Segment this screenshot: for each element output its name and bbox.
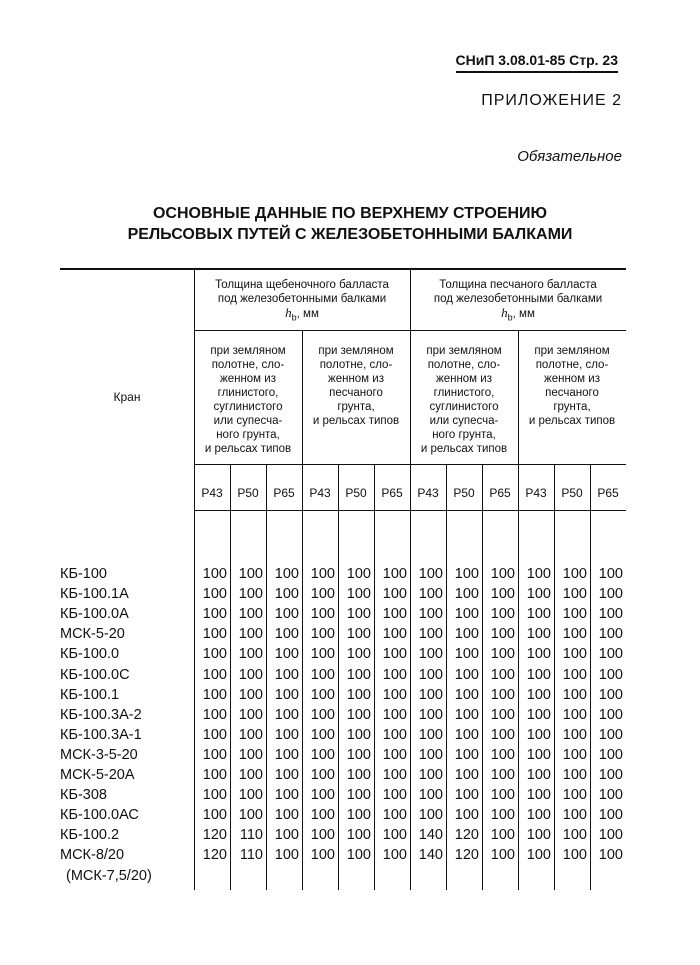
group1-line2: под железобетонными балками: [217, 293, 387, 305]
ballast-value-cell: 100: [490, 847, 515, 864]
ballast-value-cell: 100: [598, 726, 623, 743]
ballast-value-cell: 100: [598, 767, 623, 783]
subheader-line: и рельсах типов: [204, 443, 292, 455]
rail-type-label: Р50: [345, 486, 367, 500]
ballast-value-cell: 100: [454, 726, 479, 743]
ballast-value-cell: 100: [346, 827, 371, 844]
ballast-value-cell: 100: [274, 606, 299, 623]
crane-name: КБ-100.3А-2: [60, 706, 142, 723]
ballast-value-cell: 100: [310, 646, 335, 663]
ballast-value-cell: 100: [310, 666, 335, 683]
ballast-value-cell: 100: [382, 746, 407, 763]
ballast-value-cell: 100: [274, 686, 299, 703]
rail-type-label: Р65: [273, 486, 295, 500]
ballast-value-cell: 100: [598, 787, 623, 804]
ballast-value-cell: 100: [202, 606, 227, 623]
ballast-value-cell: 100: [310, 807, 335, 824]
ballast-value-cell: 100: [238, 606, 263, 623]
ballast-value-cell: 100: [310, 706, 335, 723]
ballast-value-cell: 100: [490, 606, 515, 623]
ballast-value-cell: 100: [202, 686, 227, 703]
subheader-clay-sand: [410, 344, 518, 456]
group-header-sand: [410, 278, 626, 324]
ballast-value-cell: 100: [490, 807, 515, 824]
ballast-value-cell: 100: [526, 827, 551, 844]
ballast-value-cell: 100: [562, 746, 587, 763]
ballast-value-cell: 100: [274, 807, 299, 824]
ballast-value-cell: 100: [418, 726, 443, 743]
ballast-table: [60, 268, 626, 890]
ballast-value-cell: 100: [238, 807, 263, 824]
ballast-value-cell: 100: [202, 626, 227, 643]
ballast-value-cell: 100: [490, 706, 515, 723]
ballast-value-cell: 100: [382, 646, 407, 663]
ballast-value-cell: 100: [238, 586, 263, 603]
ballast-value-cell: 100: [310, 746, 335, 763]
ballast-value-cell: 100: [418, 626, 443, 643]
ballast-value-cell: 100: [346, 646, 371, 663]
ballast-value-cell: 100: [310, 566, 335, 582]
ballast-value-cell: 100: [598, 606, 623, 623]
ballast-value-cell: 100: [382, 706, 407, 723]
ballast-value-cell: 100: [274, 827, 299, 844]
ballast-value-cell: 100: [202, 807, 227, 824]
crane-name: КБ-100.2: [60, 827, 120, 844]
ballast-value-cell: 100: [418, 646, 443, 663]
crane-name: МСК-8/20: [60, 847, 125, 864]
ballast-value-cell: 100: [454, 626, 479, 643]
ballast-value-cell: 140: [418, 827, 443, 844]
ballast-value-cell: 100: [454, 706, 479, 723]
rail-type-label: Р65: [381, 486, 403, 500]
group2-symbol: h: [501, 305, 508, 320]
ballast-value-cell: 140: [418, 847, 443, 864]
crane-name: МСК-5-20А: [60, 767, 135, 783]
ballast-value-cell: 100: [310, 847, 335, 864]
ballast-value-cell: 100: [598, 626, 623, 643]
ballast-value-cell: 100: [274, 666, 299, 683]
subheader-line: песчаного: [329, 387, 383, 399]
rail-type-label: Р50: [561, 486, 583, 500]
title-line-2: РЕЛЬСОВЫХ ПУТЕЙ С ЖЕЛЕЗОБЕТОННЫМИ БАЛКАМИ: [127, 226, 573, 243]
group1-line1: Толщина щебеночного балласта: [215, 279, 389, 291]
group-header-crushed-stone: [194, 278, 410, 324]
ballast-value-cell: 100: [310, 586, 335, 603]
ballast-value-cell: 100: [310, 606, 335, 623]
rail-type-label: Р50: [237, 486, 259, 500]
ballast-value-cell: 100: [418, 746, 443, 763]
group2-unit: [410, 306, 626, 324]
ballast-value-cell: 120: [454, 827, 479, 844]
ballast-value-cell: 100: [490, 767, 515, 783]
ballast-value-cell: 100: [562, 827, 587, 844]
ballast-value-cell: 100: [598, 686, 623, 703]
ballast-value-cell: 100: [526, 686, 551, 703]
ballast-value-cell: 100: [346, 586, 371, 603]
ballast-value-cell: 100: [274, 787, 299, 804]
ballast-value-cell: 100: [202, 566, 227, 582]
ballast-value-cell: 100: [562, 807, 587, 824]
ballast-value-cell: 100: [526, 847, 551, 864]
ballast-value-cell: 100: [346, 807, 371, 824]
subheader-line: суглинистого: [213, 401, 283, 413]
ballast-value-cell: 100: [274, 847, 299, 864]
group1-unit-text: , мм: [296, 308, 319, 320]
ballast-value-cell: 100: [598, 827, 623, 844]
ballast-value-cell: 100: [346, 666, 371, 683]
ballast-value-cell: 100: [418, 767, 443, 783]
crane-name: МСК-3-5-20: [60, 746, 138, 763]
ballast-value-cell: 120: [454, 847, 479, 864]
ballast-value-cell: 100: [598, 746, 623, 763]
ballast-value-cell: 100: [598, 586, 623, 603]
ballast-value-cell: 100: [382, 566, 407, 582]
ballast-value-cell: 100: [526, 646, 551, 663]
ballast-value-cell: 100: [526, 807, 551, 824]
ballast-value-cell: 100: [562, 686, 587, 703]
ballast-value-cell: 100: [418, 606, 443, 623]
subheader-sand-sand: [518, 344, 626, 428]
ballast-value-cell: 100: [310, 626, 335, 643]
group2-line1: Толщина песчаного балласта: [439, 279, 597, 291]
ballast-value-cell: 100: [418, 666, 443, 683]
ballast-value-cell: 100: [562, 706, 587, 723]
ballast-value-cell: 100: [418, 586, 443, 603]
subheader-line: полотне, сло-: [211, 359, 285, 371]
ballast-value-cell: 100: [346, 706, 371, 723]
ballast-value-cell: 100: [274, 646, 299, 663]
ballast-value-cell: 100: [238, 666, 263, 683]
rail-type-label: Р43: [201, 486, 223, 500]
group2-sub: b: [507, 312, 513, 323]
ballast-value-cell: 100: [526, 787, 551, 804]
ballast-value-cell: 100: [598, 847, 623, 864]
ballast-value-cell: 100: [238, 646, 263, 663]
crane-name: КБ-308: [60, 787, 107, 804]
ballast-value-cell: 100: [562, 847, 587, 864]
ballast-value-cell: 120: [202, 827, 227, 844]
rail-type-label: Р65: [597, 486, 619, 500]
ballast-value-cell: 100: [346, 726, 371, 743]
subheader-line: полотне, сло-: [319, 359, 393, 371]
ballast-value-cell: 100: [598, 646, 623, 663]
ballast-value-cell: 100: [418, 787, 443, 804]
ballast-value-cell: 100: [598, 807, 623, 824]
ballast-value-cell: 100: [490, 686, 515, 703]
mandatory-label: Обязательное: [517, 148, 622, 165]
ballast-value-cell: 110: [239, 847, 263, 864]
ballast-value-cell: 100: [598, 706, 623, 723]
crane-name: МСК-5-20: [60, 626, 125, 643]
ballast-value-cell: 100: [202, 746, 227, 763]
crane-name: КБ-100.1: [60, 686, 120, 703]
ballast-value-cell: 100: [526, 586, 551, 603]
ballast-value-cell: 100: [490, 827, 515, 844]
subheader-line: грунта,: [337, 401, 375, 413]
ballast-value-cell: 100: [598, 666, 623, 683]
ballast-value-cell: 100: [454, 686, 479, 703]
ballast-value-cell: 100: [310, 767, 335, 783]
ballast-value-cell: 100: [490, 746, 515, 763]
ballast-value-cell: 100: [238, 706, 263, 723]
ballast-value-cell: 100: [490, 626, 515, 643]
crane-name: КБ-100: [60, 566, 107, 582]
subheader-line: глинистого,: [217, 387, 279, 399]
ballast-value-cell: 100: [490, 566, 515, 582]
ballast-value-cell: 100: [526, 706, 551, 723]
crane-name: (МСК-7,5/20): [66, 867, 152, 884]
subheader-line: грунта,: [553, 401, 591, 413]
subheader-line: ного грунта,: [216, 429, 280, 441]
ballast-value-cell: 100: [274, 726, 299, 743]
ballast-value-cell: 100: [490, 666, 515, 683]
ballast-value-cell: 100: [202, 787, 227, 804]
rail-type-label: Р43: [309, 486, 331, 500]
ballast-value-cell: 100: [382, 767, 407, 783]
ballast-value-cell: 100: [346, 626, 371, 643]
ballast-value-cell: 100: [598, 566, 623, 582]
ballast-value-cell: 100: [202, 726, 227, 743]
ballast-value-cell: 100: [526, 726, 551, 743]
ballast-value-cell: 100: [346, 606, 371, 623]
ballast-value-cell: 100: [382, 787, 407, 804]
ballast-value-cell: 100: [490, 586, 515, 603]
ballast-value-cell: 100: [454, 787, 479, 804]
ballast-value-cell: 100: [274, 586, 299, 603]
subheader-line: женном из: [436, 373, 492, 385]
subheader-line: женном из: [544, 373, 600, 385]
ballast-value-cell: 100: [562, 787, 587, 804]
ballast-value-cell: 110: [239, 827, 263, 844]
ballast-value-cell: 100: [274, 767, 299, 783]
ballast-value-cell: 100: [202, 586, 227, 603]
ballast-value-cell: 100: [382, 686, 407, 703]
crane-name: КБ-100.0А: [60, 606, 129, 623]
ballast-value-cell: 100: [238, 686, 263, 703]
ballast-value-cell: 100: [562, 666, 587, 683]
ballast-value-cell: 100: [454, 586, 479, 603]
crane-name: КБ-100.1А: [60, 586, 129, 603]
ballast-value-cell: 100: [382, 666, 407, 683]
ballast-value-cell: 100: [382, 827, 407, 844]
ballast-value-cell: 100: [454, 807, 479, 824]
ballast-value-cell: 100: [274, 746, 299, 763]
ballast-value-cell: 100: [562, 586, 587, 603]
subheader-line: полотне, сло-: [427, 359, 501, 371]
ballast-value-cell: 100: [382, 586, 407, 603]
subheader-line: женном из: [220, 373, 276, 385]
ballast-value-cell: 100: [382, 606, 407, 623]
ballast-value-cell: 100: [274, 566, 299, 582]
subheader-line: женном из: [328, 373, 384, 385]
subheader-line: глинистого,: [433, 387, 495, 399]
table-rule: [60, 268, 626, 270]
ballast-value-cell: 100: [202, 666, 227, 683]
ballast-value-cell: 100: [238, 726, 263, 743]
subheader-line: при земляном: [534, 345, 610, 357]
ballast-value-cell: 100: [202, 706, 227, 723]
ballast-value-cell: 100: [454, 566, 479, 582]
ballast-value-cell: 100: [526, 666, 551, 683]
ballast-value-cell: 120: [202, 847, 227, 864]
group2-line2: под железобетонными балками: [433, 293, 603, 305]
ballast-value-cell: 100: [562, 606, 587, 623]
ballast-value-cell: 100: [274, 626, 299, 643]
ballast-value-cell: 100: [490, 726, 515, 743]
ballast-value-cell: 100: [454, 767, 479, 783]
ballast-value-cell: 100: [238, 767, 263, 783]
ballast-value-cell: 100: [238, 626, 263, 643]
rail-type-label: Р50: [453, 486, 475, 500]
ballast-value-cell: 100: [346, 847, 371, 864]
ballast-value-cell: 100: [274, 706, 299, 723]
ballast-value-cell: 100: [418, 686, 443, 703]
ballast-value-cell: 100: [346, 787, 371, 804]
group1-sub: b: [291, 312, 297, 323]
ballast-value-cell: 100: [526, 767, 551, 783]
ballast-value-cell: 100: [346, 686, 371, 703]
group1-unit: [194, 306, 410, 324]
ballast-value-cell: 100: [310, 827, 335, 844]
ballast-value-cell: 100: [310, 726, 335, 743]
subheader-line: ного грунта,: [432, 429, 496, 441]
subheader-line: песчаного: [545, 387, 599, 399]
subheader-line: и рельсах типов: [312, 415, 400, 427]
ballast-value-cell: 100: [382, 807, 407, 824]
subheader-line: суглинистого: [429, 401, 499, 413]
ballast-value-cell: 100: [562, 726, 587, 743]
crane-name: КБ-100.3А-1: [60, 726, 142, 743]
crane-name: КБ-100.0АС: [60, 807, 139, 824]
ballast-value-cell: 100: [310, 787, 335, 804]
ballast-value-cell: 100: [526, 746, 551, 763]
appendix-label: ПРИЛОЖЕНИЕ 2: [481, 92, 622, 109]
ballast-value-cell: 100: [382, 847, 407, 864]
subheader-line: или супесча-: [213, 415, 283, 427]
subheader-line: при земляном: [210, 345, 286, 357]
crane-name: КБ-100.0С: [60, 666, 130, 683]
subheader-line: или супесча-: [429, 415, 499, 427]
ballast-value-cell: 100: [454, 646, 479, 663]
ballast-value-cell: 100: [526, 626, 551, 643]
ballast-value-cell: 100: [346, 767, 371, 783]
title-line-1: ОСНОВНЫЕ ДАННЫЕ ПО ВЕРХНЕМУ СТРОЕНИЮ: [152, 205, 548, 222]
ballast-value-cell: 100: [562, 626, 587, 643]
ballast-value-cell: 100: [526, 566, 551, 582]
ballast-value-cell: 100: [490, 646, 515, 663]
ballast-value-cell: 100: [418, 706, 443, 723]
group2-unit-text: , мм: [512, 308, 535, 320]
ballast-value-cell: 100: [562, 566, 587, 582]
subheader-line: и рельсах типов: [420, 443, 508, 455]
ballast-value-cell: 100: [562, 646, 587, 663]
ballast-value-cell: 100: [454, 606, 479, 623]
ballast-value-cell: 100: [238, 787, 263, 804]
ballast-value-cell: 100: [238, 566, 263, 582]
ballast-value-cell: 100: [454, 666, 479, 683]
ballast-value-cell: 100: [562, 767, 587, 783]
ballast-value-cell: 100: [202, 646, 227, 663]
ballast-value-cell: 100: [346, 746, 371, 763]
ballast-value-cell: 100: [490, 787, 515, 804]
crane-column-header: Кран: [113, 390, 141, 404]
ballast-value-cell: 100: [382, 626, 407, 643]
ballast-value-cell: 100: [454, 746, 479, 763]
page-title: [0, 203, 700, 245]
subheader-line: при земляном: [426, 345, 502, 357]
ballast-value-cell: 100: [418, 807, 443, 824]
rail-type-label: Р43: [525, 486, 547, 500]
group1-symbol: h: [285, 305, 292, 320]
ballast-value-cell: 100: [382, 726, 407, 743]
ballast-value-cell: 100: [346, 566, 371, 582]
ballast-value-cell: 100: [418, 566, 443, 582]
rail-type-label: Р65: [489, 486, 511, 500]
crane-name: КБ-100.0: [60, 646, 120, 663]
subheader-sand-crushed: [302, 344, 410, 428]
ballast-value-cell: 100: [238, 746, 263, 763]
ballast-value-cell: 100: [310, 686, 335, 703]
rail-type-label: Р43: [417, 486, 439, 500]
subheader-line: и рельсах типов: [528, 415, 616, 427]
subheader-line: при земляном: [318, 345, 394, 357]
subheader-clay-crushed: [194, 344, 302, 456]
subheader-line: полотне, сло-: [535, 359, 609, 371]
ballast-value-cell: 100: [526, 606, 551, 623]
document-code: СНиП 3.08.01-85 Стр. 23: [456, 52, 618, 73]
ballast-value-cell: 100: [202, 767, 227, 783]
